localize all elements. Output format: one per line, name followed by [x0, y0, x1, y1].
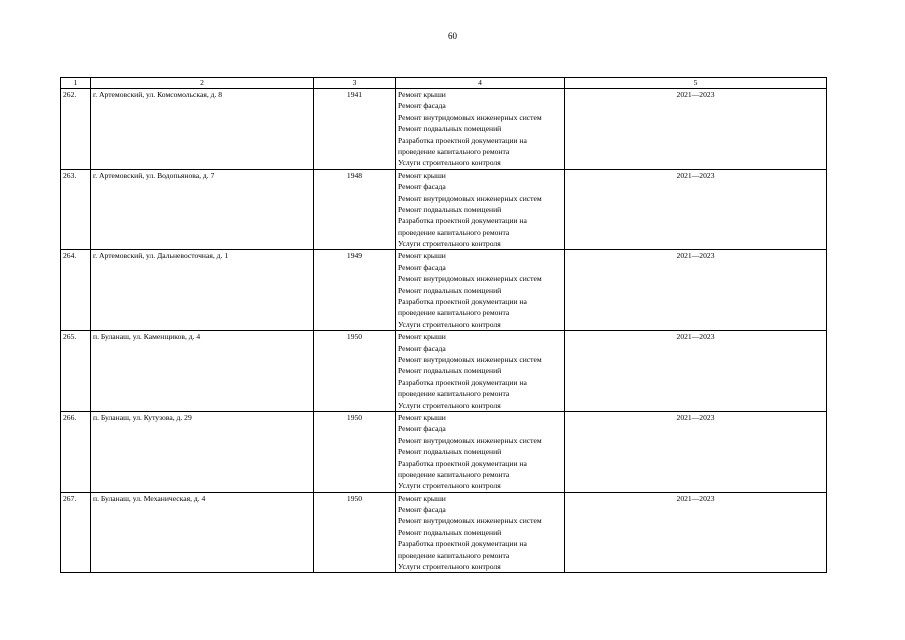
work-item: Разработка проектной документации на [398, 135, 527, 145]
work-item: Ремонт фасада [398, 101, 446, 111]
work-item: Ремонт крыши [398, 170, 446, 180]
table-row [61, 89, 827, 170]
row-number: 265. [61, 331, 91, 412]
table-row [61, 250, 827, 331]
row-year: 1949 [314, 250, 396, 331]
table-row [61, 331, 827, 412]
work-item: Ремонт внутридомовых инженерных систем [398, 274, 542, 284]
work-item: Разработка проектной документации на [398, 377, 527, 387]
row-year: 1950 [314, 411, 396, 492]
work-item: Ремонт фасада [398, 262, 446, 272]
row-address: г. Артемовский, ул. Водопьянова, д. 7 [91, 169, 314, 250]
work-item: Ремонт внутридомовых инженерных систем [398, 435, 542, 445]
work-item: Ремонт подвальных помещений [398, 366, 502, 376]
work-item: Ремонт фасада [398, 182, 446, 192]
row-period: 2021—2023 [565, 492, 827, 573]
row-period: 2021—2023 [565, 250, 827, 331]
work-item: Ремонт внутридомовых инженерных систем [398, 112, 542, 122]
work-item: Услуги строительного контроля [398, 319, 501, 329]
row-period: 2021—2023 [565, 169, 827, 250]
work-item: Ремонт фасада [398, 343, 446, 353]
row-year: 1950 [314, 331, 396, 412]
row-year: 1948 [314, 169, 396, 250]
work-item: Услуги строительного контроля [398, 481, 501, 491]
row-number: 263. [61, 169, 91, 250]
work-item: Ремонт подвальных помещений [398, 285, 502, 295]
row-address: п. Буланаш, ул. Механическая, д. 4 [91, 492, 314, 573]
row-works [396, 411, 565, 492]
work-item: Ремонт подвальных помещений [398, 124, 502, 134]
work-item: Ремонт крыши [398, 251, 446, 261]
work-item: Ремонт крыши [398, 412, 446, 422]
capital-repair-table [60, 77, 827, 573]
row-works [396, 169, 565, 250]
work-item: проведение капитального ремонта [398, 146, 510, 156]
header-cell-year: 3 [314, 78, 396, 89]
row-address: г. Артемовский, ул. Комсомольская, д. 8 [91, 89, 314, 170]
row-address: п. Буланаш, ул. Каменщиков, д. 4 [91, 331, 314, 412]
row-number: 262. [61, 89, 91, 170]
row-works [396, 331, 565, 412]
header-cell-works: 4 [396, 78, 565, 89]
header-cell-number: 1 [61, 78, 91, 89]
row-address: г. Артемовский, ул. Дальневосточная, д. 1 [91, 250, 314, 331]
work-item: Ремонт крыши [398, 90, 446, 99]
work-item: Услуги строительного контроля [398, 158, 501, 168]
work-item: Услуги строительного контроля [398, 239, 501, 249]
header-row [61, 78, 827, 89]
row-works [396, 250, 565, 331]
table-row [61, 411, 827, 492]
row-address: п. Буланаш, ул. Кутузова, д. 29 [91, 411, 314, 492]
row-period: 2021—2023 [565, 89, 827, 170]
work-item: Ремонт внутридомовых инженерных систем [398, 193, 542, 203]
work-item: Ремонт крыши [398, 493, 446, 503]
row-works [396, 89, 565, 170]
work-item: Ремонт внутридомовых инженерных систем [398, 516, 542, 526]
row-number: 264. [61, 250, 91, 331]
work-item: проведение капитального ремонта [398, 308, 510, 318]
row-period: 2021—2023 [565, 411, 827, 492]
table-body [61, 89, 827, 573]
work-item: Ремонт крыши [398, 332, 446, 342]
page-number: 60 [448, 31, 457, 41]
work-item: Ремонт фасада [398, 505, 446, 515]
table-row [61, 169, 827, 250]
header-cell-period: 5 [565, 78, 827, 89]
work-item: Ремонт подвальных помещений [398, 447, 502, 457]
work-item: Разработка проектной документации на [398, 458, 527, 468]
work-item: проведение капитального ремонта [398, 227, 510, 237]
work-item: Ремонт фасада [398, 424, 446, 434]
work-item: Разработка проектной документации на [398, 297, 527, 307]
work-item: проведение капитального ремонта [398, 550, 510, 560]
table-header [61, 78, 827, 89]
row-works [396, 492, 565, 573]
table-row [61, 492, 827, 573]
row-number: 266. [61, 411, 91, 492]
work-item: Ремонт внутридомовых инженерных систем [398, 354, 542, 364]
header-cell-address: 2 [91, 78, 314, 89]
row-number: 267. [61, 492, 91, 573]
row-year: 1950 [314, 492, 396, 573]
work-item: Ремонт подвальных помещений [398, 527, 502, 537]
work-item: Разработка проектной документации на [398, 539, 527, 549]
work-item: Услуги строительного контроля [398, 562, 501, 572]
work-item: Услуги строительного контроля [398, 400, 501, 410]
work-item: проведение капитального ремонта [398, 389, 510, 399]
work-item: Разработка проектной документации на [398, 216, 527, 226]
work-item: проведение капитального ремонта [398, 469, 510, 479]
row-year: 1941 [314, 89, 396, 170]
work-item: Ремонт подвальных помещений [398, 204, 502, 214]
row-period: 2021—2023 [565, 331, 827, 412]
